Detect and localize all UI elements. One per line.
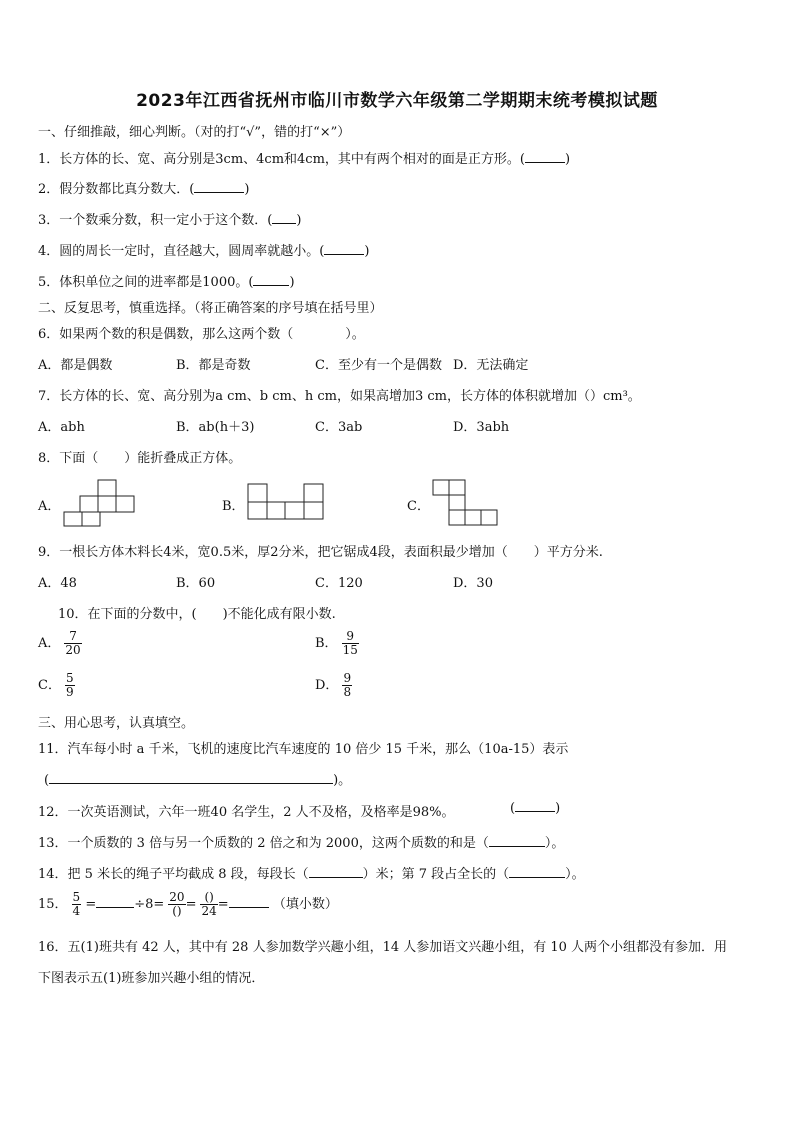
- q15-f1-numerator: 5: [72, 890, 81, 904]
- q12-answer-blank[interactable]: [515, 811, 555, 812]
- q8-text: 下面（ ）能折叠成正方体。: [59, 451, 242, 466]
- q6-option-c[interactable]: C．至少有一个是偶数: [315, 358, 442, 373]
- q10-c-label: C．: [38, 678, 61, 693]
- q12-answer: [510, 801, 560, 816]
- q12-number: 12．: [38, 805, 68, 820]
- q10-d-numerator: 9: [343, 671, 352, 685]
- q9-text: 一根长方体木料长4米，宽0.5米，厚2分米，把它锯成4段，表面积最少增加（ ）平方分米.: [59, 545, 603, 560]
- question-16-line-2: 下图表示五(1)班参加兴趣小组的情况．: [38, 971, 265, 986]
- q8-option-b[interactable]: B．: [222, 499, 245, 514]
- q10-option-a[interactable]: [38, 630, 82, 657]
- q1-number: 1．: [38, 152, 60, 167]
- q15-equals-1: =: [85, 897, 97, 912]
- q5-number: 5．: [38, 275, 60, 290]
- q15-tail: （填小数）: [272, 897, 338, 912]
- q10-a-numerator: 7: [64, 630, 81, 644]
- q14-text: 把 5 米长的绳子平均截成 8 段，每段长（: [67, 867, 309, 882]
- question-16-line-1: 16．五(1)班共有 42 人，其中有 28 人参加数学兴趣小组，14 人参加语文兴趣小组，有 10 人两个小组都没有参加．用: [38, 940, 728, 955]
- q10-option-d[interactable]: [315, 672, 352, 699]
- q11-open: (: [44, 773, 50, 788]
- q2-number: 2．: [38, 182, 60, 197]
- q11-answer-blank[interactable]: [49, 783, 333, 784]
- q7-number: 7．: [38, 389, 60, 404]
- q15-f3-denominator: 24: [201, 904, 217, 918]
- q3-text: 一个数乘分数，积一定小于这个数．(: [59, 213, 273, 228]
- q12-close: ): [555, 801, 561, 816]
- q10-a-label: A．: [38, 636, 61, 651]
- q5-close: ): [289, 275, 295, 290]
- q6-text: 如果两个数的积是偶数，那么这两个数（ ）。: [59, 327, 365, 342]
- question-1: [38, 148, 570, 167]
- q7-option-b[interactable]: B．ab(h＋3): [176, 420, 255, 435]
- q6-option-b[interactable]: B．都是奇数: [176, 358, 251, 373]
- q9-number: 9．: [38, 545, 60, 560]
- q15-equals-3: =: [217, 897, 229, 912]
- q10-b-label: B．: [315, 636, 338, 651]
- question-11: [38, 738, 568, 757]
- q15-f1-denominator: 4: [72, 904, 81, 918]
- q14-mid: ）米；第 7 段占全长的（: [362, 867, 510, 882]
- q10-d-denominator: 8: [343, 685, 352, 699]
- q6-number: 6．: [38, 327, 60, 342]
- q15-answer-blank-1[interactable]: [96, 907, 134, 908]
- q8-number: 8．: [38, 451, 60, 466]
- q15-f2-numerator: 20: [169, 890, 185, 904]
- q1-close: ): [565, 152, 571, 167]
- q15-f3-numerator[interactable]: (): [200, 891, 217, 905]
- q10-b-numerator: 9: [342, 630, 359, 644]
- q11-close: )。: [333, 773, 352, 788]
- question-10: 10．在下面的分数中，( )不能化成有限小数.: [58, 607, 336, 622]
- question-8: [38, 447, 241, 466]
- q4-number: 4．: [38, 244, 60, 259]
- q9-option-a[interactable]: A．48: [38, 576, 77, 591]
- q15-f2-denominator[interactable]: (): [172, 904, 182, 918]
- section-2-heading: 二、反复思考，慎重选择。（将正确答案的序号填在括号里）: [38, 301, 383, 316]
- q7-text: 长方体的长、宽、高分别为a cm、b cm、h cm，如果高增加3 cm，长方体的体积就增加（）cm³。: [59, 389, 641, 404]
- q7-option-c[interactable]: C．3ab: [315, 420, 363, 435]
- q9-option-d[interactable]: D．30: [453, 576, 493, 591]
- q11-text: 汽车每小时 a 千米，飞机的速度比汽车速度的 10 倍少 15 千米，那么（10a-15）表示: [67, 742, 569, 757]
- q15-equals-2: =: [185, 897, 197, 912]
- q13-answer-blank[interactable]: [489, 846, 545, 847]
- q7-option-a[interactable]: A．abh: [38, 420, 85, 435]
- question-14: [38, 863, 585, 882]
- q11-number: 11．: [38, 742, 68, 757]
- q15-fraction-1: [72, 891, 82, 918]
- q3-number: 3．: [38, 213, 60, 228]
- section-1-heading: 一、仔细推敲，细心判断。（对的打“√”，错的打“×”）: [38, 125, 351, 140]
- q13-text: 一个质数的 3 倍与另一个质数的 2 倍之和为 2000，这两个质数的和是（: [67, 836, 489, 851]
- question-7: [38, 385, 641, 404]
- q4-text: 圆的周长一定时，直径越大，圆周率就越小。(: [59, 244, 325, 259]
- question-13: [38, 832, 564, 851]
- question-15: [38, 891, 338, 918]
- q14-answer-blank-1[interactable]: [309, 877, 363, 878]
- q12-text: 一次英语测试，六年一班40 名学生，2 人不及格，及格率是98%。: [67, 805, 455, 820]
- q10-c-fraction: [65, 672, 75, 699]
- q14-number: 14．: [38, 867, 68, 882]
- q10-d-label: D．: [315, 678, 339, 693]
- q10-a-fraction: [64, 630, 81, 657]
- question-4: [38, 240, 369, 259]
- q5-text: 体积单位之间的进率都是1000。(: [59, 275, 254, 290]
- q2-close: ): [244, 182, 250, 197]
- q1-text: 长方体的长、宽、高分别是3cm、4cm和4cm，其中有两个相对的面是正方形。(: [59, 152, 525, 167]
- question-2: [38, 178, 249, 197]
- q15-answer-blank-2[interactable]: [229, 907, 269, 908]
- q8-option-c[interactable]: C．: [407, 499, 430, 514]
- q8-net-b: [246, 482, 326, 522]
- q13-close: ）。: [544, 836, 565, 851]
- q7-option-d[interactable]: D．3abh: [453, 420, 510, 435]
- q11-answer-line: [44, 769, 351, 788]
- q15-divide: ÷8=: [134, 897, 165, 912]
- q10-option-b[interactable]: [315, 630, 359, 657]
- question-6: [38, 323, 365, 342]
- q14-answer-blank-2[interactable]: [509, 877, 565, 878]
- q8-net-c: [431, 478, 503, 528]
- q15-number: 15．: [38, 897, 68, 912]
- page-title: 2023年江西省抚州市临川市数学六年级第二学期期末统考模拟试题: [136, 91, 658, 111]
- q13-number: 13．: [38, 836, 68, 851]
- q10-b-fraction: [342, 630, 359, 657]
- q15-fraction-2: [168, 891, 185, 918]
- q5-answer-blank[interactable]: [253, 285, 289, 286]
- q9-option-b[interactable]: B．60: [176, 576, 216, 591]
- q4-close: ): [364, 244, 370, 259]
- q8-option-a[interactable]: A．: [38, 499, 61, 514]
- question-9: [38, 541, 603, 560]
- q15-fraction-3: [200, 891, 217, 918]
- q10-option-c[interactable]: [38, 672, 75, 699]
- q10-b-denominator: 15: [342, 643, 358, 657]
- q6-option-a[interactable]: A．都是偶数: [38, 358, 113, 373]
- question-12: [38, 801, 455, 820]
- q12-open: (: [510, 801, 516, 816]
- q6-option-d[interactable]: D．无法确定: [453, 358, 529, 373]
- q2-text: 假分数都比真分数大．(: [59, 182, 195, 197]
- q4-answer-blank[interactable]: [324, 254, 364, 255]
- question-5: [38, 271, 295, 290]
- q10-a-denominator: 20: [65, 643, 81, 657]
- section-3-heading: 三、用心思考，认真填空。: [38, 716, 195, 731]
- q10-c-denominator: 9: [65, 685, 74, 699]
- q14-close: ）。: [565, 867, 585, 882]
- q2-answer-blank[interactable]: [194, 192, 244, 193]
- q9-option-c[interactable]: C．120: [315, 576, 363, 591]
- q1-answer-blank[interactable]: [525, 162, 565, 163]
- q3-close: ): [296, 213, 302, 228]
- question-3: [38, 209, 301, 228]
- q3-answer-blank[interactable]: [272, 223, 296, 224]
- q10-d-fraction: [342, 672, 352, 699]
- q8-net-a: [62, 478, 144, 528]
- q10-c-numerator: 5: [65, 671, 74, 685]
